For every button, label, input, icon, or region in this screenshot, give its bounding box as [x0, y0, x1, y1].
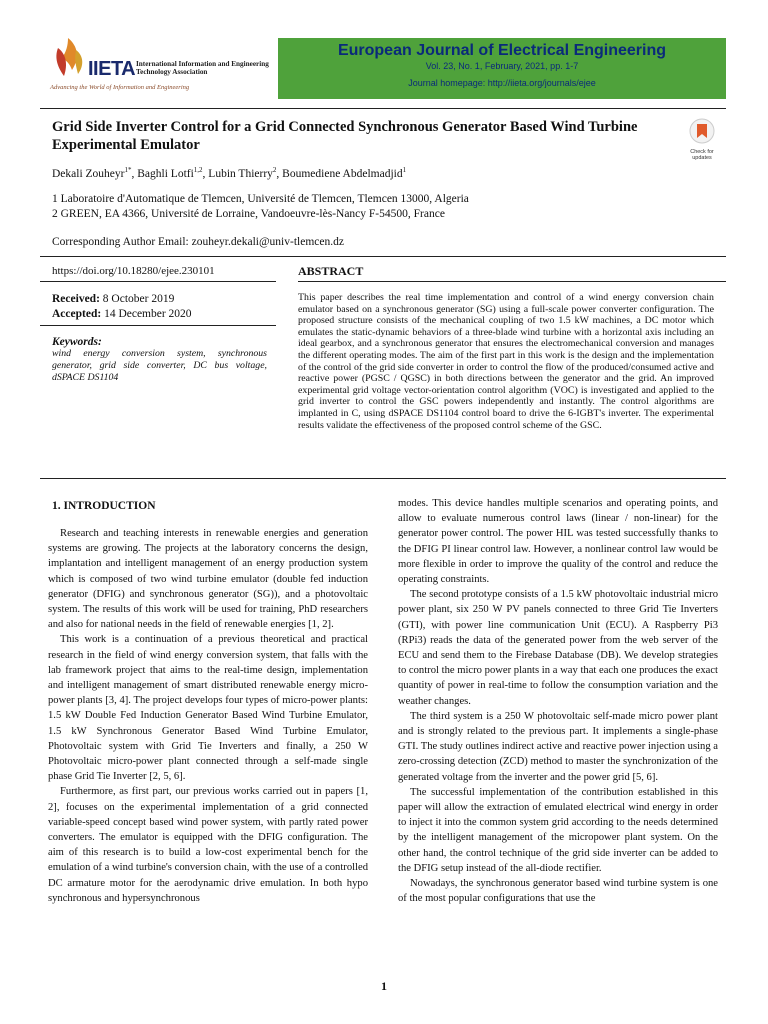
- header-divider: [40, 108, 726, 109]
- body-right-column: [398, 496, 718, 906]
- keywords-heading: Keywords:: [52, 336, 102, 348]
- paper-title: Grid Side Inverter Control for a Grid Connected Synchronous Generator Based Wind Turbine Experimental Emulator: [52, 119, 638, 153]
- publisher-slogan: Advancing the World of Information and Engineering: [50, 84, 190, 91]
- history-dates: [52, 292, 192, 322]
- front-matter-divider: [40, 478, 726, 479]
- dates-divider: [40, 325, 276, 326]
- abstract-text: This paper describes the real time implementation and control of a wind energy conversion chain emulator based on a synchronous generator (SG) using a full-scale power converter configuration. The proposed structure consists of the mechanical coupling of two 1.5 kW machines, a DC motor which emulates the static-dynamic behaviors of a three-blade wind turbine with a horizontal axis including an ideal gearbox, and a synchronous generator that ensures the electromechanical conversion and manages the different operating modes. The aim of the first part in this work is the design and the implementation of the control of the grid side converter in order to control the flow of the produced/consumed active and reactive power (PGSC / QGSC) in both directions between the generator and the grid. An improved experimental grid voltage vector-orientation control algorithm (VOC) is investigated and applied to the grid inverter to control the GSC powers independently and instantly. The control algorithms are implanted in C, using dSPACE DS1104 control board to drive the 6-IGBT's inverter. The experimental results validate the effectiveness of the proposed control scheme of the GSC.: [298, 292, 714, 431]
- paragraph: modes. This device handles multiple scenarios and operating points, and allow to evaluate numerous control laws (linear / non-linear) for the generator power control. The power HIL was tested successfully thanks to the DFIG PI linear control law. However, a nonlinear control law would be more flexible in order to improve the quality of the control and reduce the operating constraints.: [398, 498, 718, 586]
- logo-wordmark: IIETA: [88, 58, 136, 80]
- affiliation-1: 1 Laboratoire d'Automatique de Tlemcen, Université de Tlemcen, Tlemcen 13000, Algeria: [52, 193, 469, 205]
- page-number: 1: [381, 979, 387, 993]
- paragraph: Research and teaching interests in renewable energies and generation systems are growing. The projects at the laboratory concerns the design, implantation and intelligent management of an energy production system which is composed of two wind turbine emulator (double fed induction generator (DFIG) and synchronous generator (SG)), and a photovoltaic system. The results of this work will be used for training, PhD researchers and also for national needs in the field of renewable energies [1, 2].: [48, 528, 368, 631]
- paragraph: The third system is a 250 W photovoltaic self-made micro power plant and is strongly related to the previous part. It implements a single-phase GTI. The study outlines indirect active and reactive power injection using a zero-crossing detection (ZCD) method to master the synchronization of the generated voltage from the inverter and the power grid [5, 6].: [398, 710, 718, 783]
- paragraph: The successful implementation of the contribution established in this paper will allow the extraction of emulated electrical wind energy in order to inject it into the common system grid according to the needs determined by the intelligent management of the micropower plant system. On the other hand, the control technique of the grid side inverter can be added to the DFIG setup instead of the all-diode rectifier.: [398, 786, 718, 874]
- flame-leaf-icon: [50, 36, 86, 80]
- journal-volume: Vol. 23, No. 1, February, 2021, pp. 1-7: [425, 61, 579, 71]
- paragraph: The second prototype consists of a 1.5 kW photovoltaic industrial micro power plant, six 250 W PV panels connected to three Grid Tie Inverters (GTI), with power line communication Unit (ECU). A Raspberry Pi3 (RPi3) reads the data of the generated power from the web server of the ECU and send them to the Firebase Database (DB). We develop strategies to control the micro power plants in a way that each one produces the exact quantity of power in real-time to follow the consumption variation and the weather changes.: [398, 589, 718, 707]
- accepted-date: 14 December 2020: [101, 308, 192, 320]
- author-list: Dekali Zouheyr$^{1*}$, Baghli Lotfi$^{1,2}$, Lubin Thierry$^2$, Boumediene Abdelmadjid$^1$: [52, 166, 407, 180]
- section-heading: 1. INTRODUCTION: [52, 500, 156, 512]
- doi-divider: [40, 281, 276, 282]
- check-for-updates-badge[interactable]: [682, 118, 722, 161]
- body-left-column: [48, 526, 368, 906]
- title-block-divider: [40, 256, 726, 257]
- corresponding-author[interactable]: Corresponding Author Email: zouheyr.dekali@univ-tlemcen.dz: [52, 236, 344, 248]
- received-date: 8 October 2019: [99, 293, 175, 305]
- check-for-updates-label: Check for updates: [690, 149, 714, 161]
- doi-link[interactable]: https://doi.org/10.18280/ejee.230101: [52, 265, 215, 277]
- bookmark-icon: [689, 118, 715, 144]
- accepted-label: Accepted:: [52, 308, 102, 320]
- abstract-heading: ABSTRACT: [298, 264, 364, 278]
- keywords-text: wind energy conversion system, synchronous generator, grid side converter, DC bus voltage, dSPACE DS1104: [52, 348, 267, 383]
- journal-title: European Journal of Electrical Engineering: [337, 42, 667, 59]
- publisher-logo: [40, 32, 275, 98]
- journal-homepage[interactable]: Journal homepage: http://iieta.org/journals/ejee: [408, 78, 596, 88]
- abstract-divider: [298, 281, 726, 282]
- publisher-name: International Information and Engineering Technology Association: [136, 60, 269, 76]
- affiliation-2: 2 GREEN, EA 4366, Université de Lorraine, Vandoeuvre-lès-Nancy F-54500, France: [52, 208, 445, 220]
- paragraph: Nowadays, the synchronous generator based wind turbine system is one of the most popular configurations that use the: [398, 878, 718, 905]
- paragraph: Furthermore, as first part, our previous works carried out in papers [1, 2], focuses on the experimental implementation of a grid connected variable-speed concept based wind power system, with partly rated power converters. The emulator is equipped with the DFIG configuration. The aim of this research is to build a low-cost experimental bench for the emulation of a wind turbine's conversion chain, with the use of a controlled DC armature motor for the aerodynamic drive emulation. In both hypo synchronous and hypersynchronous: [48, 786, 368, 904]
- received-label: Received:: [52, 293, 100, 305]
- journal-banner: [278, 38, 726, 99]
- paragraph: This work is a continuation of a previous theoretical and practical research in the field of wind energy conversion system, that falls with the lab framework project that aims to the real-time design, implementation and intelligent management of smart distributed renewable energy micro-power plants [3, 4]. The project develops four types of micro-power plants: 1.5 kW Double Fed Induction Generator Based Wind Turbine Emulator, 1.5 kW Synchronous Generator Based Wind Turbine Emulator, Photovoltaic system with Grid Tie Inverters and finally, a 250 W Photovoltaic micro-power plant connected through a self-made single phase Grid Tie Inverter [2, 5, 6].: [48, 634, 368, 783]
